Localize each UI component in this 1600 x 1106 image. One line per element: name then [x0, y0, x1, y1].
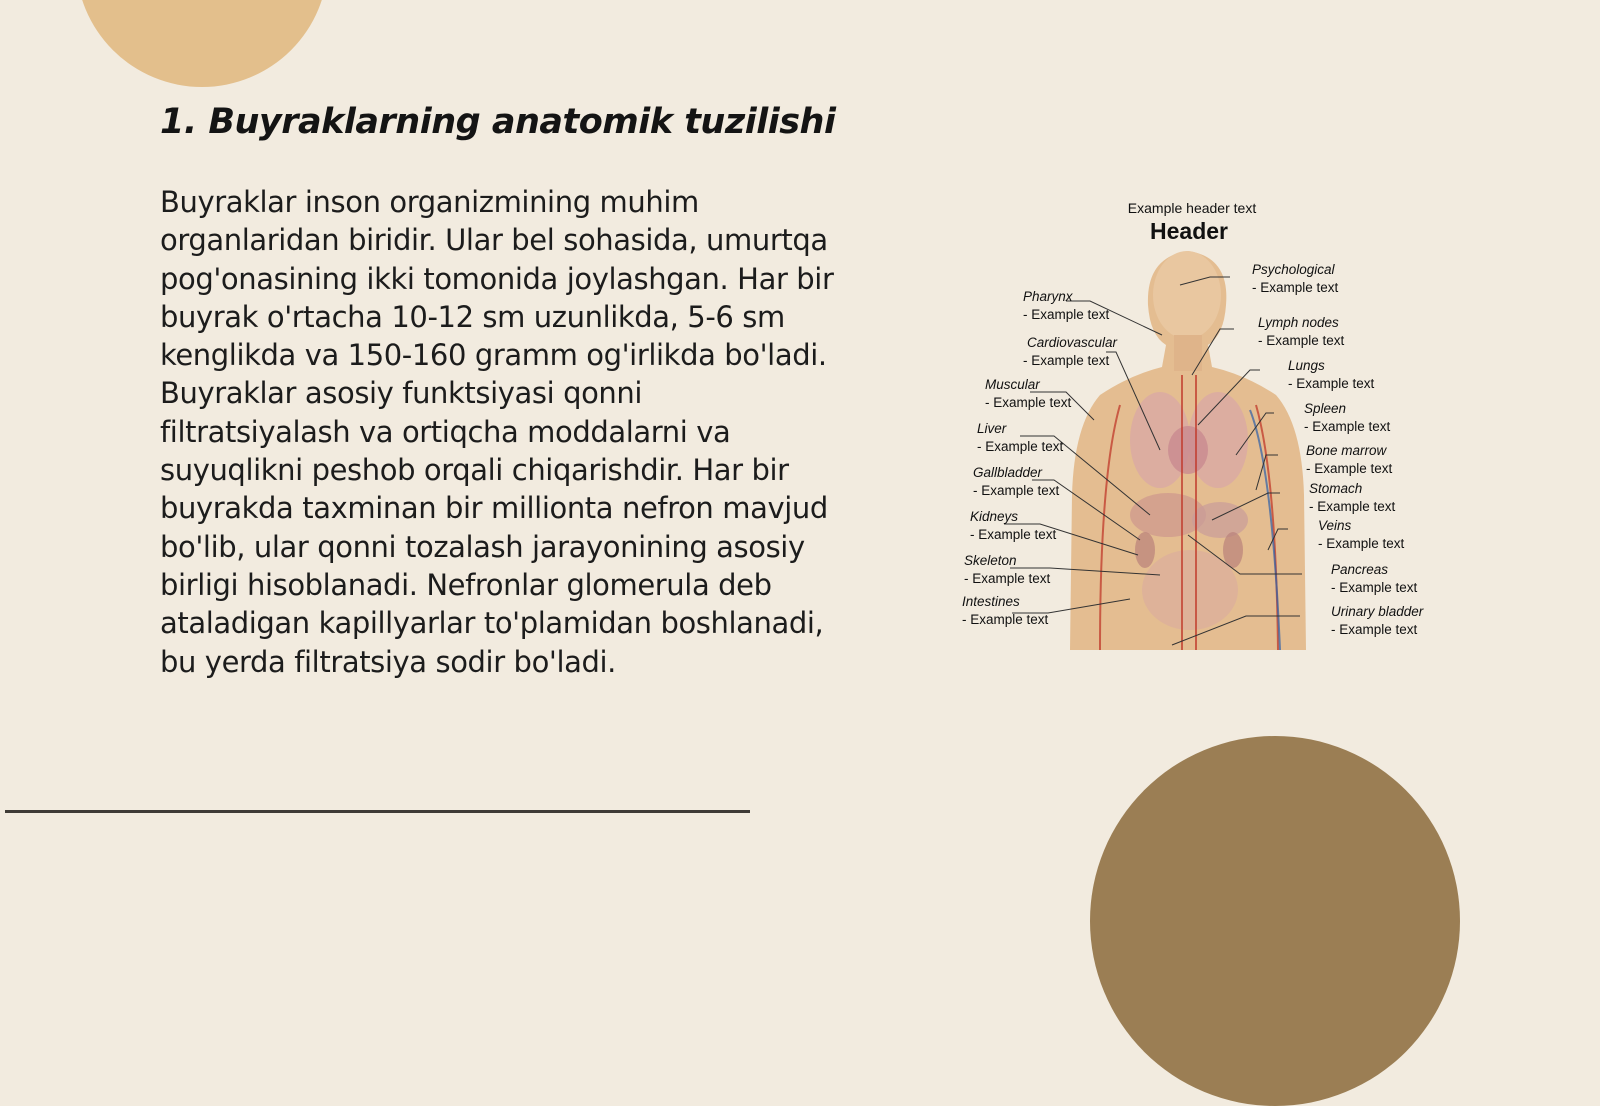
- figure-header: Header: [1150, 218, 1228, 244]
- label-kidneys-text: - Example text: [970, 527, 1057, 542]
- label-veins: Veins: [1318, 518, 1352, 533]
- decorative-circle-bottom: [1090, 736, 1460, 1106]
- label-pancreas: Pancreas: [1331, 562, 1389, 577]
- label-gallbladder: Gallbladder: [973, 465, 1043, 480]
- label-cardiovascular: Cardiovascular: [1027, 335, 1118, 350]
- label-intestines-text: - Example text: [962, 612, 1049, 627]
- label-skeleton-text: - Example text: [964, 571, 1051, 586]
- slide-title: 1. Buyraklarning anatomik tuzilishi: [160, 102, 836, 142]
- label-urinary-bladder-text: - Example text: [1331, 622, 1418, 637]
- divider-line: [5, 810, 750, 813]
- label-gallbladder-text: - Example text: [973, 483, 1060, 498]
- label-spleen: Spleen: [1304, 401, 1347, 416]
- label-muscular-text: - Example text: [985, 395, 1072, 410]
- label-intestines: Intestines: [962, 594, 1020, 609]
- label-skeleton: Skeleton: [964, 553, 1017, 568]
- label-kidneys: Kidneys: [970, 509, 1019, 524]
- anatomy-diagram: [950, 195, 1450, 665]
- label-pharynx-text: - Example text: [1023, 307, 1110, 322]
- label-lungs: Lungs: [1288, 358, 1325, 373]
- label-bone-marrow-text: - Example text: [1306, 461, 1393, 476]
- label-liver-text: - Example text: [977, 439, 1064, 454]
- human-anatomy-figure: [950, 195, 1450, 665]
- label-urinary-bladder: Urinary bladder: [1331, 604, 1424, 619]
- label-pancreas-text: - Example text: [1331, 580, 1418, 595]
- label-spleen-text: - Example text: [1304, 419, 1391, 434]
- label-lymph-nodes: Lymph nodes: [1258, 315, 1339, 330]
- label-stomach: Stomach: [1309, 481, 1363, 496]
- label-veins-text: - Example text: [1318, 536, 1405, 551]
- label-bone-marrow: Bone marrow: [1306, 443, 1387, 458]
- label-muscular: Muscular: [985, 377, 1040, 392]
- slide-body-text: Buyraklar inson organizmining muhim organlaridan biridir. Ular bel sohasida, umurtqa pog'onasining ikki tomonida joylashgan. Har bir buyrak o'rtacha 10-12 sm uzunlikda, 5-6 sm kenglikda va 150-160 gramm og'irlikda bo'ladi. Buyraklar asosiy funktsiyasi qonni filtratsiyalash va ortiqcha moddalarni va suyuqlikni peshob orqali chiqarishdir. Har bir buyrakda taxminan bir millionta nefron mavjud bo'lib, ular qonni tozalash jarayonining asosiy birligi hisoblanadi. Nefronlar glomerula deb ataladigan kapillyarlar to'plamidan boshlanadi, bu yerda filtratsiya sodir bo'ladi.: [160, 185, 834, 679]
- figure-header-small: Example header text: [1127, 200, 1257, 216]
- label-psychological-text: - Example text: [1252, 280, 1339, 295]
- label-pharynx: Pharynx: [1023, 289, 1073, 304]
- label-cardiovascular-text: - Example text: [1023, 353, 1110, 368]
- decorative-circle-top: [76, 0, 328, 87]
- label-psychological: Psychological: [1252, 262, 1335, 277]
- label-lungs-text: - Example text: [1288, 376, 1375, 391]
- label-liver: Liver: [977, 421, 1007, 436]
- label-lymph-nodes-text: - Example text: [1258, 333, 1345, 348]
- label-stomach-text: - Example text: [1309, 499, 1396, 514]
